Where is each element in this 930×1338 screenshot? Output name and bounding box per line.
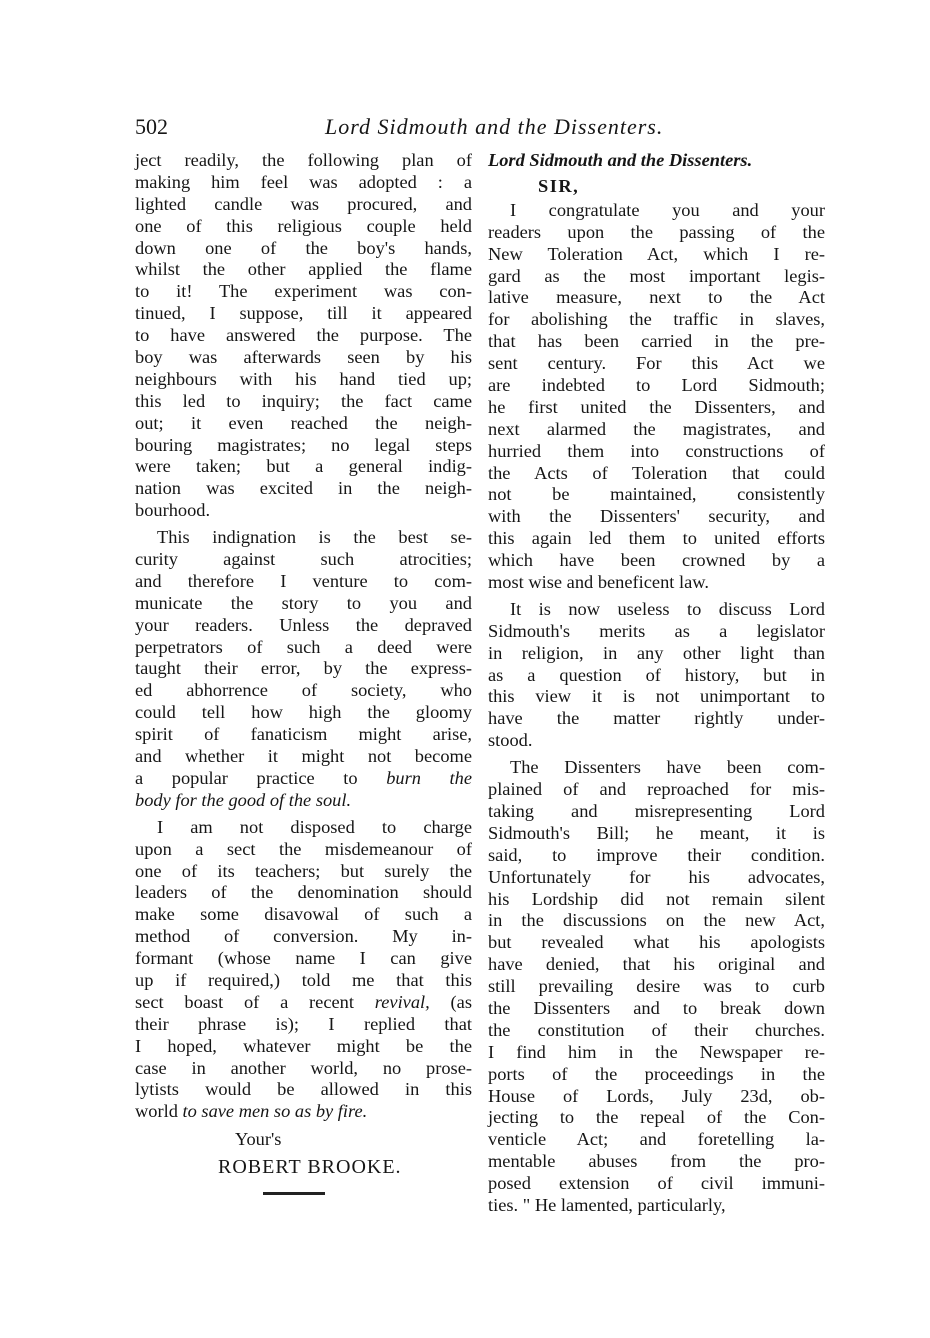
text-line: for abolishing the traffic in slaves, (488, 309, 825, 330)
text-line: I hoped, whatever might be the (135, 1035, 472, 1056)
left-column-text (135, 150, 472, 1123)
text-line: lative measure, next to the Act (488, 287, 825, 308)
right-column-text (488, 200, 825, 1217)
text-line: lytists would be allowed in this (135, 1079, 472, 1100)
text-line: the Acts of Toleration that could (488, 462, 825, 483)
text-line: tinued, I suppose, till it appeared (135, 303, 472, 324)
text-line: one of this religious couple held (135, 215, 472, 236)
text-line: curity against such atrocities; (135, 549, 472, 570)
text-line: spirit of fanaticism might arise, (135, 724, 472, 745)
text-line: with the Dissenters' security, and (488, 506, 825, 527)
text-line: and whether it might not become (135, 746, 472, 767)
text-line: method of conversion. My in- (135, 926, 472, 947)
text-line: formant (whose name I can give (135, 948, 472, 969)
text-line: mentable abuses from the pro- (488, 1151, 825, 1172)
text-line: to it! The experiment was con- (135, 281, 472, 302)
text-line: Unfortunately for his advocates, (488, 866, 825, 887)
text-line: the Dissenters and to break down (488, 997, 825, 1018)
text-line: the constitution of their churches. (488, 1019, 825, 1040)
end-rule (263, 1192, 325, 1195)
text-line: out; it even reached the neigh- (135, 412, 472, 433)
text-line: venticle Act; and foretelling la- (488, 1129, 825, 1150)
text-line: he first united the Dissenters, and (488, 396, 825, 417)
text-line: a popular practice to burn the (135, 767, 472, 788)
text-line: have denied, that his original and (488, 954, 825, 975)
text-line: ties. " He lamented, particularly, (488, 1194, 726, 1215)
text-line: this led to inquiry; the fact came (135, 390, 472, 411)
text-line: I find him in the Newspaper re- (488, 1041, 825, 1062)
text-line: that has been carried in the pre- (488, 331, 825, 352)
text-line: down one of the boy's hands, (135, 237, 472, 258)
text-line: case in another world, no prose- (135, 1057, 472, 1078)
text-line: upon a sect the misdemeanour of (135, 838, 472, 859)
paragraph (488, 200, 825, 594)
text-line: were taken; but a general indig- (135, 456, 472, 477)
text-line: Sidmouth's merits as a legislator (488, 620, 825, 641)
text-line: ed abhorrence of society, who (135, 680, 472, 701)
text-line: boy was afterwards seen by his (135, 347, 472, 368)
page-header (135, 114, 825, 144)
text-line: taking and misrepresenting Lord (488, 800, 825, 821)
paragraph (135, 150, 472, 522)
text-line: The Dissenters have been com- (510, 757, 825, 778)
text-line: making him feel was adopted : a (135, 171, 472, 192)
text-line: sent century. For this Act we (488, 353, 825, 374)
right-column (488, 150, 825, 1217)
text-line: stood. (488, 730, 533, 751)
text-line: next alarmed the magistrates, and (488, 418, 825, 439)
text-line: perpetrators of such a deed were (135, 636, 472, 657)
text-line: readers upon the passing of the (488, 221, 825, 242)
text-line: hurried them into constructions of (488, 440, 825, 461)
text-line: as a question of history, but in (488, 664, 825, 685)
text-line: New Toleration Act, which I re- (488, 243, 825, 264)
text-line: leaders of the denomination should (135, 882, 472, 903)
text-line: your readers. Unless the depraved (135, 614, 472, 635)
text-line: still prevailing desire was to curb (488, 976, 825, 997)
text-line: ject readily, the following plan of (135, 150, 472, 170)
text-line: are indebted to Lord Sidmouth; (488, 375, 825, 396)
text-line: which have been crowned by a (488, 550, 825, 571)
text-line: ports of the proceedings in the (488, 1063, 825, 1084)
text-line: gard as the most important legis- (488, 265, 825, 286)
article-title: Lord Sidmouth and the Dissenters. (488, 150, 753, 170)
text-line: plained of and reproached for mis- (488, 779, 825, 800)
text-line: their phrase is); I replied that (135, 1013, 472, 1034)
running-title: Lord Sidmouth and the Dissenters. (325, 114, 664, 139)
paragraph (135, 817, 472, 1123)
text-line: I am not disposed to charge (157, 816, 472, 837)
text-line: Sidmouth's Bill; he meant, it is (488, 822, 825, 843)
text-line: I congratulate you and your (510, 199, 825, 220)
signature: ROBERT BROOKE. (218, 1156, 402, 1179)
text-line: most wise and beneficent law. (488, 572, 709, 593)
text-line: world to save men so as by fire. (135, 1101, 368, 1122)
page-number: 502 (135, 114, 168, 139)
text-line: bouring magistrates; no legal steps (135, 434, 472, 455)
text-line: his Lordship did not remain silent (488, 888, 825, 909)
text-line: could tell how high the gloomy (135, 702, 472, 723)
text-line: this again led them to united efforts (488, 528, 825, 549)
text-line: bourhood. (135, 500, 211, 521)
text-line: have the matter rightly under- (488, 708, 825, 729)
text-line: in religion, in any other light than (488, 642, 825, 663)
paragraph (135, 527, 472, 812)
paragraph (488, 599, 825, 752)
text-line: sect boast of a recent revival, (as (135, 991, 472, 1012)
text-line: House of Lords, July 23d, ob- (488, 1085, 825, 1106)
text-line: make some disavowal of such a (135, 904, 472, 925)
text-line: but revealed what his apologists (488, 932, 825, 953)
salutation: SIR, (538, 175, 580, 196)
left-column (135, 150, 472, 1179)
text-line: taught their error, by the express- (135, 658, 472, 679)
text-line: to have answered the purpose. The (135, 325, 472, 346)
text-line: one of its teachers; but surely the (135, 860, 472, 881)
text-line: body for the good of the soul. (135, 789, 352, 810)
text-line: nation was excited in the neigh- (135, 478, 472, 499)
text-line: This indignation is the best se- (157, 527, 472, 548)
text-line: not be maintained, consistently (488, 484, 825, 505)
paragraph (488, 757, 825, 1217)
text-line: said, to improve their condition. (488, 844, 825, 865)
text-line: neighbours with his hand tied up; (135, 368, 472, 389)
text-line: posed extension of civil immuni- (488, 1173, 825, 1194)
text-line: It is now useless to discuss Lord (510, 598, 825, 619)
text-line: jecting to the repeal of the Con- (488, 1107, 825, 1128)
text-line: in the discussions on the new Act, (488, 910, 825, 931)
text-line: municate the story to you and (135, 592, 472, 613)
closing: Your's (235, 1129, 282, 1150)
text-line: this view it is not unimportant to (488, 686, 825, 707)
text-line: and therefore I venture to com- (135, 570, 472, 591)
text-line: lighted candle was procured, and (135, 193, 472, 214)
text-line: up if required,) told me that this (135, 969, 472, 990)
text-line: whilst the other applied the flame (135, 259, 472, 280)
